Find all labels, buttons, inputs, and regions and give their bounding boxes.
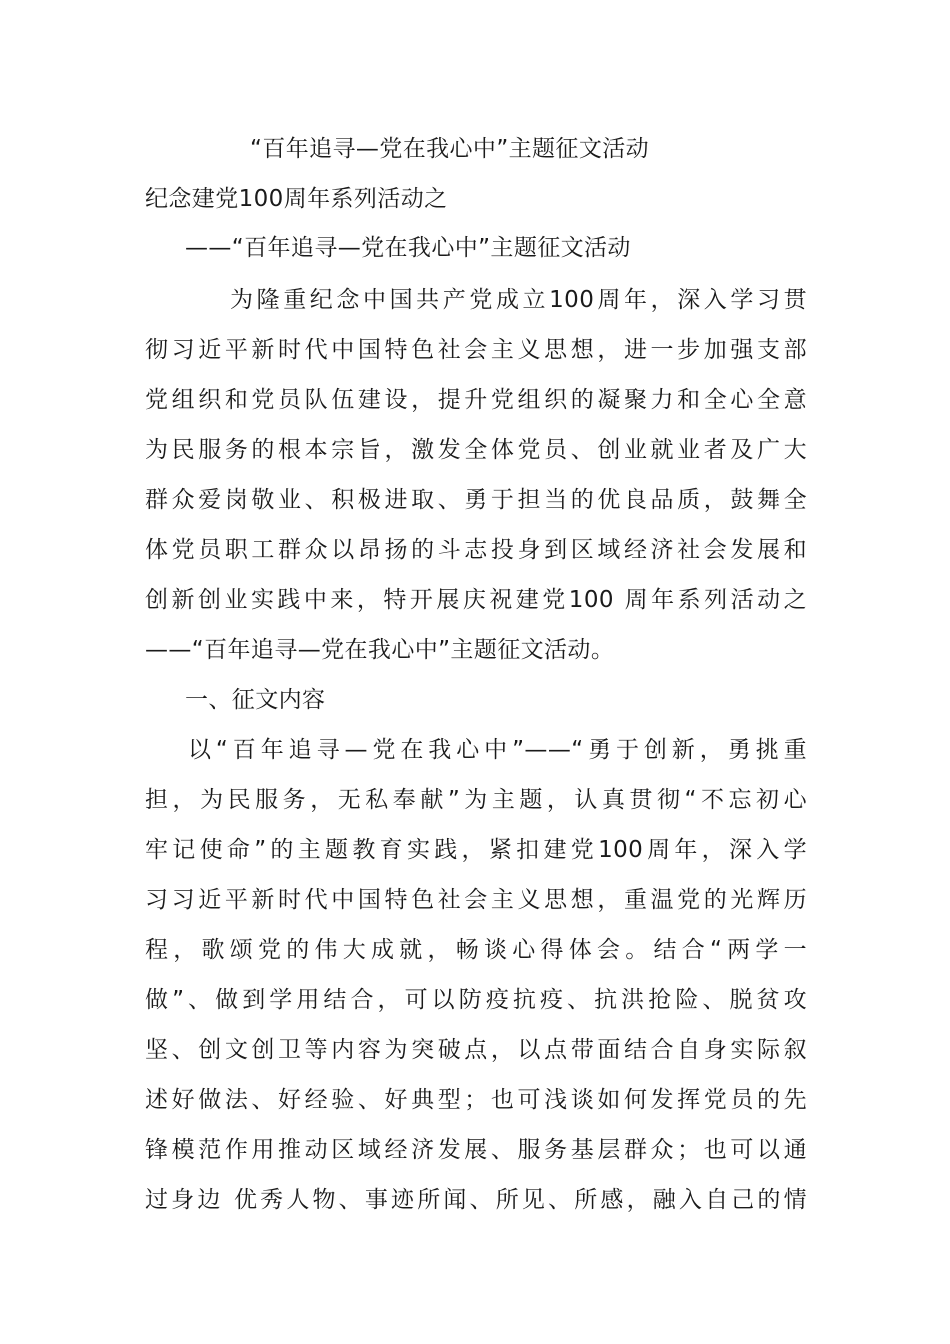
- intro-line: 创新创业实践中来，特开展庆祝建党100 周年系列活动之: [145, 587, 807, 613]
- intro-line: ——“百年追寻—党在我心中”主题征文活动。: [145, 637, 615, 663]
- content-line: 过身边 优秀人物、事迹所闻、所见、所感，融入自己的情: [145, 1187, 807, 1213]
- content-line: 述好做法、好经验、好典型；也可浅谈如何发挥党员的先: [145, 1087, 807, 1113]
- intro-line: 彻习近平新时代中国特色社会主义思想，进一步加强支部: [145, 337, 807, 363]
- content-line: 牢记使命”的主题教育实践，紧扣建党100周年，深入学: [145, 837, 807, 863]
- section-heading: 一、征文内容: [185, 687, 326, 713]
- intro-line: 党组织和党员队伍建设，提升党组织的凝聚力和全心全意: [145, 387, 807, 413]
- subtitle-line: ——“百年追寻—党在我心中”主题征文活动: [185, 235, 631, 261]
- intro-line: 为隆重纪念中国共产党成立100周年，深入学习贯: [230, 287, 807, 313]
- content-line: 坚、创文创卫等内容为突破点，以点带面结合自身实际叙: [145, 1037, 807, 1063]
- intro-line: 体党员职工群众以昂扬的斗志投身到区域经济社会发展和: [145, 537, 807, 563]
- content-line: 锋模范作用推动区域经济发展、服务基层群众；也可以通: [145, 1137, 807, 1163]
- content-line: 做”、做到学用结合，可以防疫抗疫、抗洪抢险、脱贫攻: [145, 987, 807, 1013]
- content-line: 程，歌颂党的伟大成就，畅谈心得体会。结合“两学一: [145, 937, 807, 963]
- subtitle-prefix: 纪念建党100周年系列活动之: [145, 186, 448, 212]
- document-title: “百年追寻—党在我心中”主题征文活动: [250, 136, 650, 162]
- intro-line: 群众爱岗敬业、积极进取、勇于担当的优良品质，鼓舞全: [145, 487, 807, 513]
- content-line: 以“百年追寻—党在我心中”——“勇于创新，勇挑重: [188, 737, 807, 763]
- content-line: 担，为民服务，无私奉献”为主题，认真贯彻“不忘初心: [145, 787, 807, 813]
- intro-line: 为民服务的根本宗旨，激发全体党员、创业就业者及广大: [145, 437, 807, 463]
- content-line: 习习近平新时代中国特色社会主义思想，重温党的光辉历: [145, 887, 807, 913]
